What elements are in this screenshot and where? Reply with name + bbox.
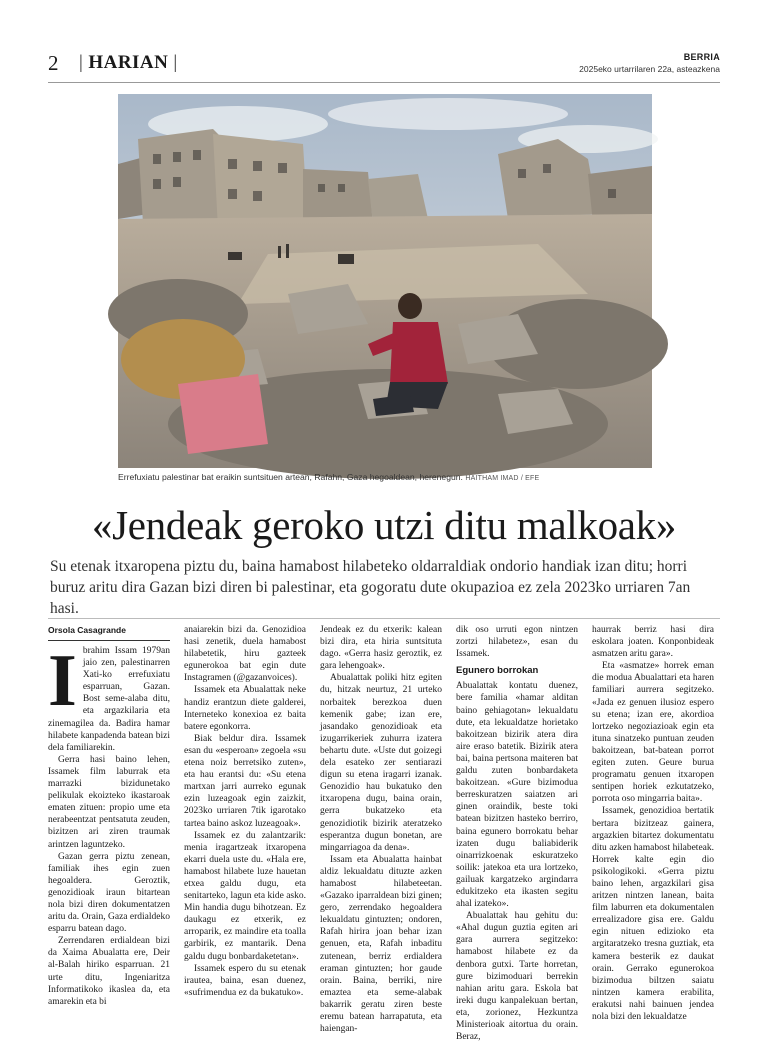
article-column-5	[592, 624, 714, 1024]
paragraph: Issamek, genozidioa bertatik bertara bizitzeaz gainera, argazkien bitartez dokumentatu ditu azken hamabost hilabeteak. Horrek kalte egin dio psikologikoki. «Gerra piztu baino lehen, argazkilari gisa aritzen nintzen lanean, baita film laburren eta dokumentalen errealizadore gisa ere. Galdu egin nituen edizioko eta argitaratzeko tresna guztiak, eta kamera besterik ez daukat orain. Gerrako egunerokoa bizimodua biltzen saiatu nintzen kamera erabilita, erakutsi nahi bainuen jendea nola bizi den lekualdatze	[592, 806, 714, 1022]
paragraph: Issam eta Abualatta hainbat aldiz lekualdatu dituzte azken hamabost hilabeteetan. «Gazako iparraldean bizi ginen; gero, zerrendako hegoaldera lekualdatu gintuzten; ondoren, Rafah hirira joan behar izan genuen, eta, Rafah inbaditu zutenean, berriz erdialdera eraman gintuzten; hor gaude orain. Baina, berriki, nire emaztea eta seme-alabak bakarrik geratu ziren beste eremu batean harrapatuta, eta haiengan-	[320, 854, 442, 1035]
article-column-4	[456, 624, 578, 1043]
paragraph: Gerra hasi baino lehen, Issamek film laburrak eta marrazki bizidunetako pelikulak ekoizteko ikastaroak ematen zituen: propio ume eta nerabeentzat pentsatuta zeuden, bizitzen ari ziren traumak arintzen laguntzeko.	[48, 754, 170, 850]
paragraph: Biak beldur dira. Issamek esan du «esperoan» zegoela «su etena noiz berretsiko zuten», eta hau erantsi du: «Su etena martxan jarri aurreko egunak ezin luzeagoak egin zaizkit, 2023ko urriaren 7tik igarotako tartea baino askoz luzeagoak».	[184, 733, 306, 829]
author-byline: Orsola Casagrande	[48, 624, 170, 641]
issue-date: 2025eko urtarrilaren 22a, asteazkena	[579, 64, 720, 74]
paragraph: Jendeak ez du etxerik: kalean bizi dira, eta hiria suntsituta dago. «Gerra hasiz geroztik, ez gara lehengoak».	[320, 625, 442, 672]
photo-credit: HAITHAM IMAD / EFE	[465, 475, 540, 482]
article-column-2	[184, 624, 306, 1024]
header-divider	[48, 82, 720, 83]
body-divider	[48, 618, 720, 619]
page-header	[48, 50, 720, 80]
photo-illustration	[118, 94, 652, 468]
paragraph: Issamek espero du su etenak irautea, baina, esan duenez, «sufrimendua ez da bukatuko».	[184, 963, 306, 998]
photo-caption: Errefuxiatu palestinar bat eraikin suntsituen artean, Rafahn, Gaza hegoaldean, herenegun. HAITHAM IMAD / EFE	[118, 472, 540, 482]
newspaper-brand: BERRIA	[683, 52, 720, 62]
paragraph: Issamek ez du zalantzarik: menia iragartzeak itxaropena ekarri duela uste du. «Hala ere, hamabost hilabete luze hauetan etxea galdu dugu, eta senitarteko, lagun eta kide asko. Min handia dugu bihotzean. Ez daukagu ez etxerik, ez arroparik, ez maindire eta toalla garbirik, ez mantarik. Dena galdu dugu bonbardaketetan».	[184, 830, 306, 962]
article-headline: «Jendeak geroko utzi ditu malkoak»	[91, 502, 677, 548]
article-deck: Su etenak itxaropena piztu du, baina hamabost hilabeteko oldarraldiak ondorio handiak izan ditu; horri buruz aritu dira Gazan bizi diren bi palestinar, eta gogoratu dute okupazioa ez zela 2023ko urriaren 7an hasi.	[50, 558, 691, 617]
paragraph: anaiarekin bizi da. Genozidioa hasi zenetik, duela hamabost hilabetetik, hiru gazteek egunerokoa bat egin dute Instagramen (@gazanvoices).	[184, 625, 306, 684]
article-subhead: Egunero borrokan	[456, 665, 539, 677]
paragraph: Zerrendaren erdialdean bizi da Xaima Abualatta ere, Deir al-Balah hiriko esparruan. 21 urte ditu, Ingeniaritza Informatikoko ikaslea da, eta amarekin eta bi	[48, 936, 170, 1007]
paragraph: haurrak berriz hasi dira eskolara joaten. Konponbideak asmatzen aritu gara».	[592, 625, 714, 660]
paragraph: Gazan gerra piztu zenean, familiak ihes egin zuen hegoaldera. Geroztik, genozidioak iraun bitartean nola bizi diren dokumentatzen aritu da. Orain, Gaza erdialdeko esparru batean dago.	[48, 851, 170, 935]
article-column-1	[48, 624, 170, 1024]
drop-cap: I	[48, 640, 77, 722]
news-photo	[118, 94, 652, 468]
article-column-3	[320, 624, 442, 1035]
page-number: 2	[48, 51, 59, 75]
paragraph: brahim Issam 1979an jaio zen, palestinarren Xati-ko errefuxiatu esparruan, Gazan. Bost seme-alaba ditu, eta argazkilaria eta zinemagilea da. Badira hamar hilabete kanpadenda batean bizi dela familiarekin.	[48, 646, 170, 753]
paragraph: Abualattak poliki hitz egiten du, hitzak neurtuz, 21 urteko norbaitek berezkoa duen kemenik gabe; izan ere, jasandako genozidioak eta izugarrikeriek zuhurra izatera behartu dute. «Uste dut goizegi dela esateko zer sentiarazi digun su etena iragarri izanak. Genozidio hau bukatuko den itxaropena dugu, baina orain, gerra bukatzeko eta genozidiotik bizirik ateratzeko esperantza dugun bonetan, are mingarriagoa da dena».	[320, 673, 442, 853]
paragraph: Abualattak kontatu duenez, bere familia «hamar alditan baino gehiagotan» lekualdatu dute, eta lekualdatze horietako bakoitzean bizirik atera dira aire eraso batetik. Bizirik atera bai, baina pertsona maiteren bat galdu zuten bonbardaketa bakoitzean. «Gure bizimodua berreskuratzen saiatzen ari ginen oraindik, beste toki batean bizitzen hasteko berriro, baina egunero borrokatu behar izaten dugu baliabiderik oinarrizkoenak eskuratzeko soilik: jatekoa eta ura lortzeko, gailuak kargatzeko argindarra edukitzeko eta ikasten segitu ahal izateko».	[456, 681, 578, 910]
paragraph: Abualattak hau gehitu du: «Ahal dugun guztia egiten ari gara aurrera segitzeko: hamabost hilabete ez da denbora gutxi. Tarte horretan, gure bizimoduari berrekin nahian aritu gara. Eskola bat ireki dugu kanpalekuan bertan, eta, zorionez, Hezkuntza Ministerioak aitortua du orain. Beraz,	[456, 911, 578, 1043]
paragraph: dik oso urruti egon nintzen zortzi hilabetez», esan du Issamek.	[456, 625, 578, 660]
section-name: | HARIAN |	[79, 52, 178, 73]
paragraph: Eta «asmatze» horrek eman die modua Abualattari eta haren familiari aurrera segitzeko. «Jada ez genuen ilusioz espero su etena; izan ere, akordioa lortzeko negoziazioak egin eta ituna sinatzeko puntuan zeuden bakoitzean, bat-batean porrot egiten zuten. Geure burua programatu genuen itxaropen sentipen horiek ezkutatzeko, porrota oso mingarria baita».	[592, 661, 714, 805]
paragraph: Issamek eta Abualattak neke handiz erantzun diete galderei, Interneteko konexioa ez baita batere egonkorra.	[184, 685, 306, 732]
